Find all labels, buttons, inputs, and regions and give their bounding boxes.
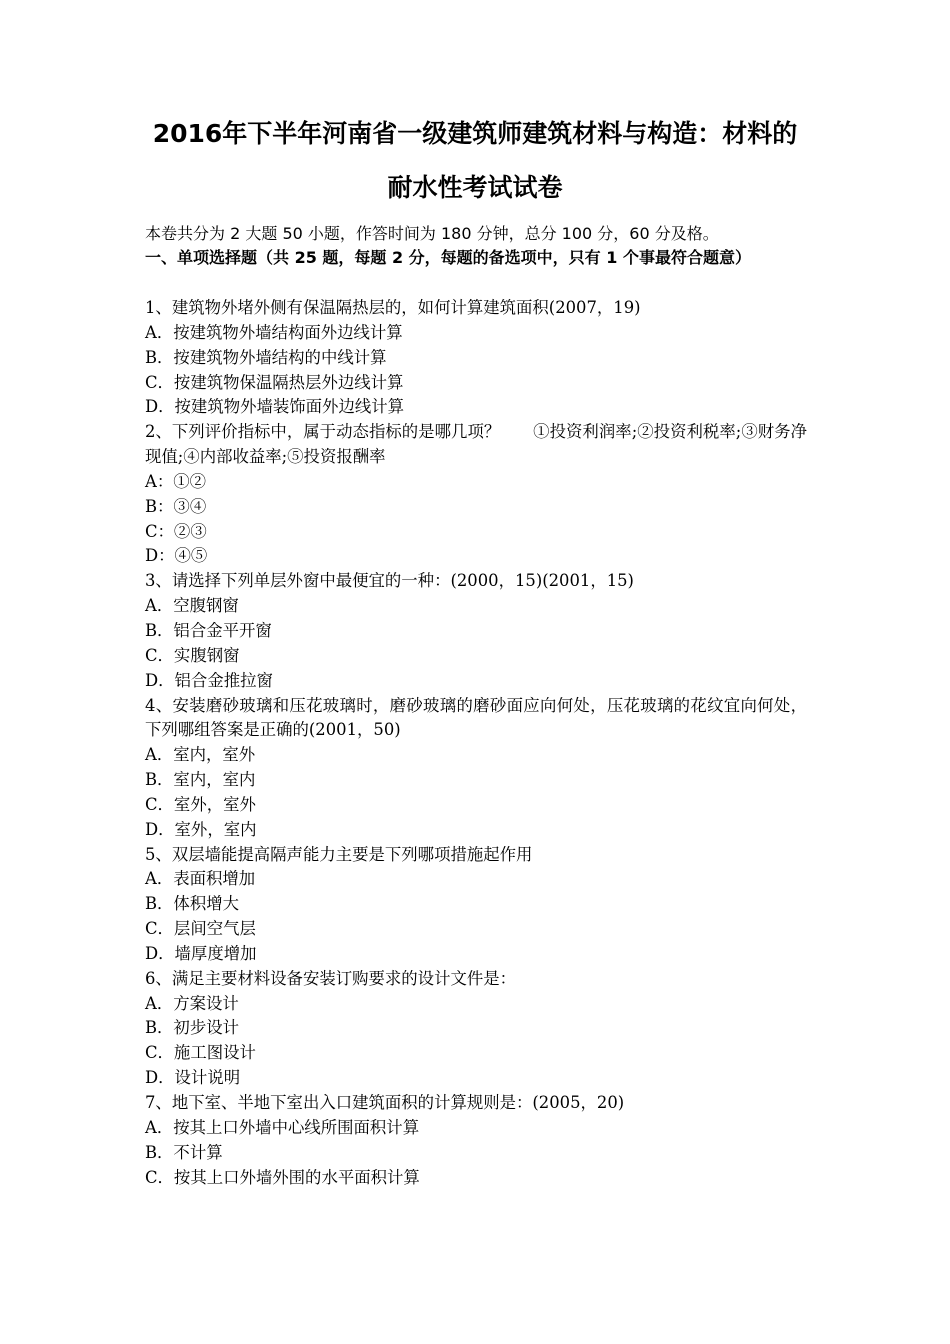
- answer-option: C．施工图设计: [145, 1043, 256, 1063]
- answer-option: D．墙厚度增加: [145, 943, 257, 963]
- answer-option: A．方案设计: [145, 993, 239, 1013]
- answer-option: B．初步设计: [145, 1018, 239, 1038]
- answer-option: D．设计说明: [145, 1068, 241, 1088]
- answer-option: A．按其上口外墙中心线所围面积计算: [145, 1117, 420, 1137]
- question-stem: 3、请选择下列单层外窗中最便宜的一种：(2000，15)(2001，15): [145, 571, 634, 591]
- answer-option: A：①②: [145, 471, 207, 491]
- answer-option: B．室内，室内: [145, 770, 256, 790]
- answer-option: B．不计算: [145, 1142, 223, 1162]
- answer-option: A．室内，室外: [145, 745, 256, 765]
- question-stem: 1、建筑物外堵外侧有保温隔热层的，如何计算建筑面积(2007，19): [145, 298, 641, 317]
- answer-option: B．铝合金平开窗: [145, 620, 272, 640]
- question-stem: 6、满足主要材料设备安装订购要求的设计文件是：: [145, 968, 517, 988]
- answer-option: A．按建筑物外墙结构面外边线计算: [145, 322, 403, 342]
- answer-option: D．室外，室内: [145, 819, 257, 839]
- answer-option: B：③④: [145, 496, 207, 516]
- answer-option: B．体积增大: [145, 894, 239, 914]
- exam-intro: 本卷共分为 2 大题 50 小题，作答时间为 180 分钟，总分 100 分，60 分及格。: [145, 224, 719, 243]
- answer-option: A．空腹钢窗: [145, 596, 239, 616]
- answer-option: D．铝合金推拉窗: [145, 670, 273, 690]
- answer-option: D．按建筑物外墙装饰面外边线计算: [145, 397, 404, 417]
- answer-option: C：②③: [145, 521, 207, 541]
- section-heading: 一、单项选择题（共 25 题，每题 2 分，每题的备选项中，只有 1 个事最符合题意）: [145, 248, 751, 267]
- document-title-line-1: 2016年下半年河南省一级建筑师建筑材料与构造：材料的: [152, 119, 798, 148]
- question-stem: 4、安装磨砂玻璃和压花玻璃时，磨砂玻璃的磨砂面应向何处，压花玻璃的花纹宜向何处，下列哪组答案是正确的(2001，50): [145, 695, 807, 740]
- document-title-line-2: 耐水性考试试卷: [387, 173, 563, 202]
- answer-option: C．层间空气层: [145, 919, 256, 939]
- question-stem: 2、下列评价指标中，属于动态指标的是哪几项？ ①投资利润率;②投资利税率;③财务净现值;④内部收益率;⑤投资报酬率: [145, 422, 807, 467]
- question-stem: 5、双层墙能提高隔声能力主要是下列哪项措施起作用: [145, 844, 533, 864]
- answer-option: B．按建筑物外墙结构的中线计算: [145, 347, 387, 367]
- answer-option: A．表面积增加: [145, 869, 256, 889]
- answer-option: D：④⑤: [145, 546, 208, 566]
- answer-option: C．按建筑物保温隔热层外边线计算: [145, 372, 404, 392]
- answer-option: C．实腹钢窗: [145, 645, 240, 665]
- question-list: [145, 296, 807, 1190]
- question-stem: 7、地下室、半地下室出入口建筑面积的计算规则是：(2005，20): [145, 1093, 625, 1112]
- answer-option: C．按其上口外墙外围的水平面积计算: [145, 1167, 420, 1187]
- answer-option: C．室外，室外: [145, 794, 256, 814]
